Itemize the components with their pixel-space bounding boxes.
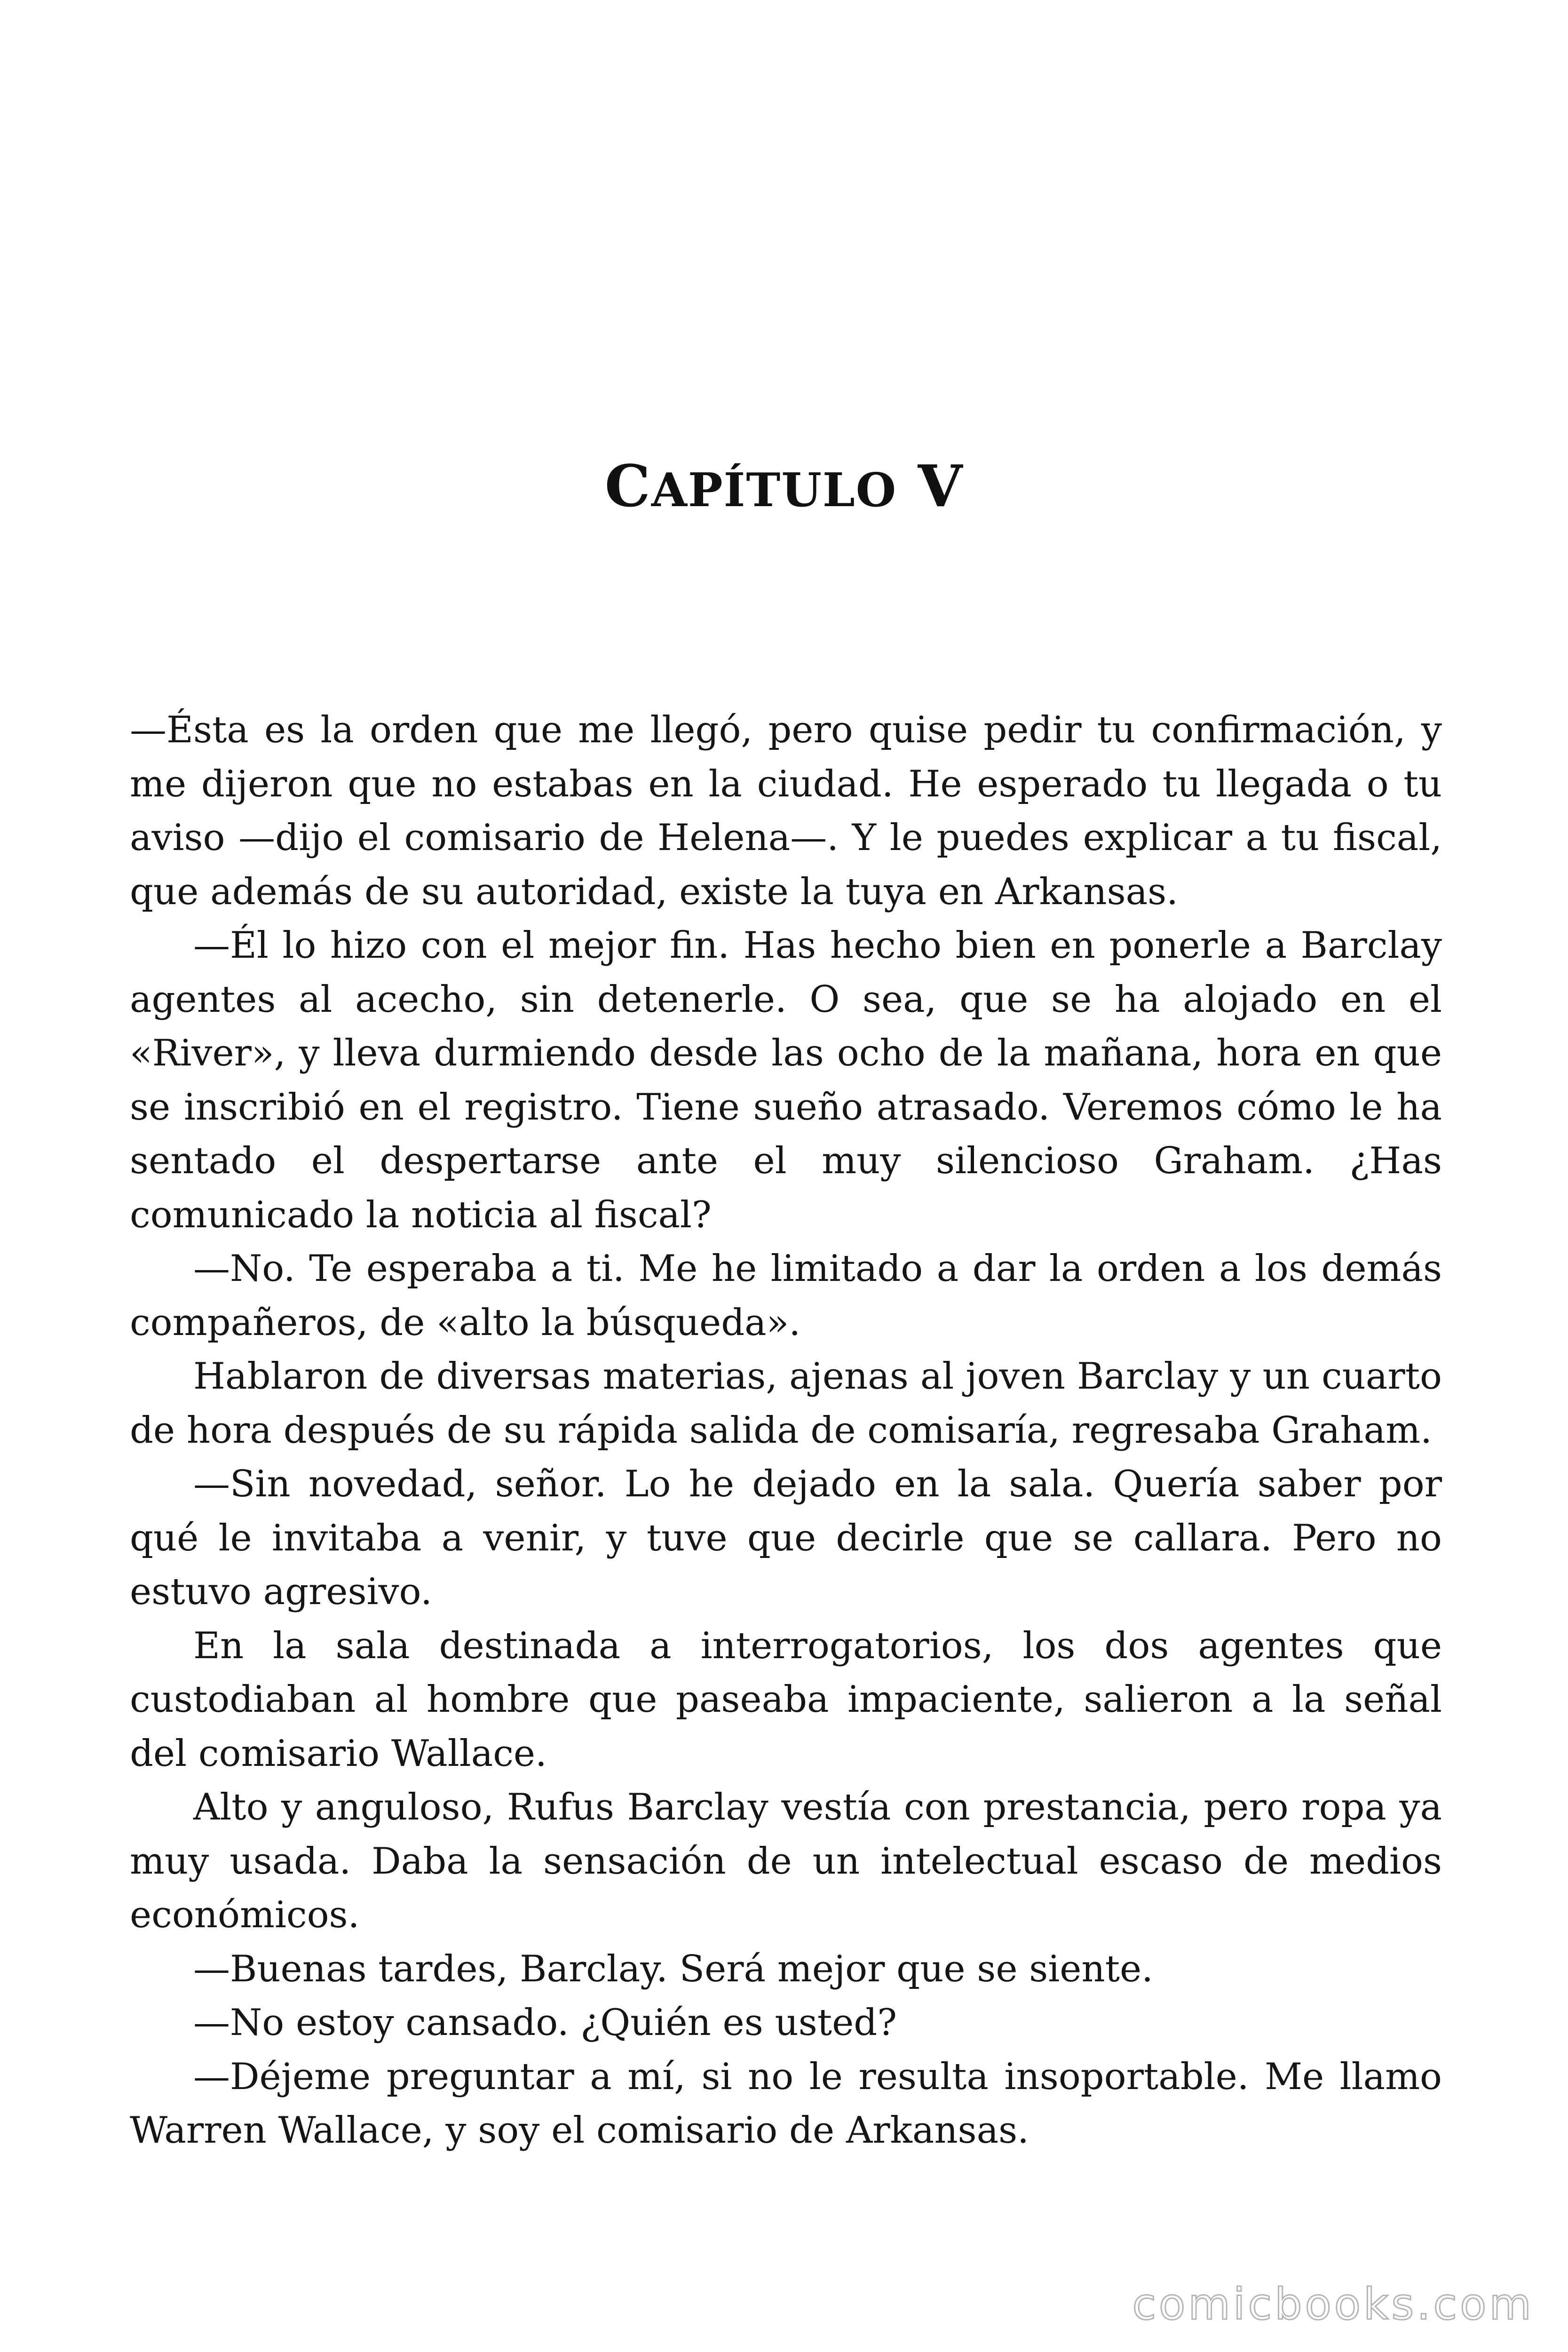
chapter-title: [0, 452, 1568, 520]
paragraph: —Él lo hizo con el mejor fin. Has hecho bien en ponerle a Barclay agentes al acecho, sin detenerle. O sea, que se ha alojado en el «River», y lleva durmiendo desde las ocho de la mañana, hora en que se inscribió en el registro. Tiene sueño atrasado. Veremos cómo le ha sentado el despertarse ante el muy silencioso Graham. ¿Has comunicado la noticia al fiscal?: [130, 924, 1442, 1236]
paragraph: —Déjeme preguntar a mí, si no le resulta insoportable. Me llamo Warren Wallace, y soy el comisario de Arkansas.: [130, 2055, 1442, 2152]
chapter-number: V: [918, 452, 964, 520]
paragraph: —Ésta es la orden que me llegó, pero quise pedir tu confirmación, y me dijeron que no estabas en la ciudad. He esperado tu llegada o tu aviso —dijo el comisario de Helena—. Y le puedes explicar a tu fiscal, que además de su autoridad, existe la tuya en Arkansas.: [130, 709, 1442, 913]
paragraph: En la sala destinada a interrogatorios, los dos agentes que custodiaban al hombre que paseaba impaciente, salieron a la señal del comisario Wallace.: [130, 1624, 1442, 1775]
chapter-title-rest: APÍTULO: [651, 463, 897, 517]
paragraph: Alto y anguloso, Rufus Barclay vestía con prestancia, pero ropa ya muy usada. Daba la sensación de un intelectual escaso de medios económicos.: [130, 1786, 1442, 1936]
paragraph: —No. Te esperaba a ti. Me he limitado a dar la orden a los demás compañeros, de «alto la búsqueda».: [130, 1248, 1442, 1344]
chapter-body: [130, 703, 1442, 2158]
paragraph: —Buenas tardes, Barclay. Será mejor que se siente.: [193, 1947, 1153, 1990]
paragraph: —No estoy cansado. ¿Quién es usted?: [193, 2002, 897, 2044]
paragraph: —Sin novedad, señor. Lo he dejado en la sala. Quería saber por qué le invitaba a venir, y tuve que decirle que se callara. Pero no estuvo agresivo.: [130, 1463, 1442, 1613]
paragraph: Hablaron de diversas materias, ajenas al joven Barclay y un cuarto de hora después de su rápida salida de comisaría, regresaba Graham.: [130, 1355, 1442, 1452]
watermark: comicbooks.com: [1132, 2279, 1534, 2329]
chapter-title-initial: C: [604, 452, 651, 520]
